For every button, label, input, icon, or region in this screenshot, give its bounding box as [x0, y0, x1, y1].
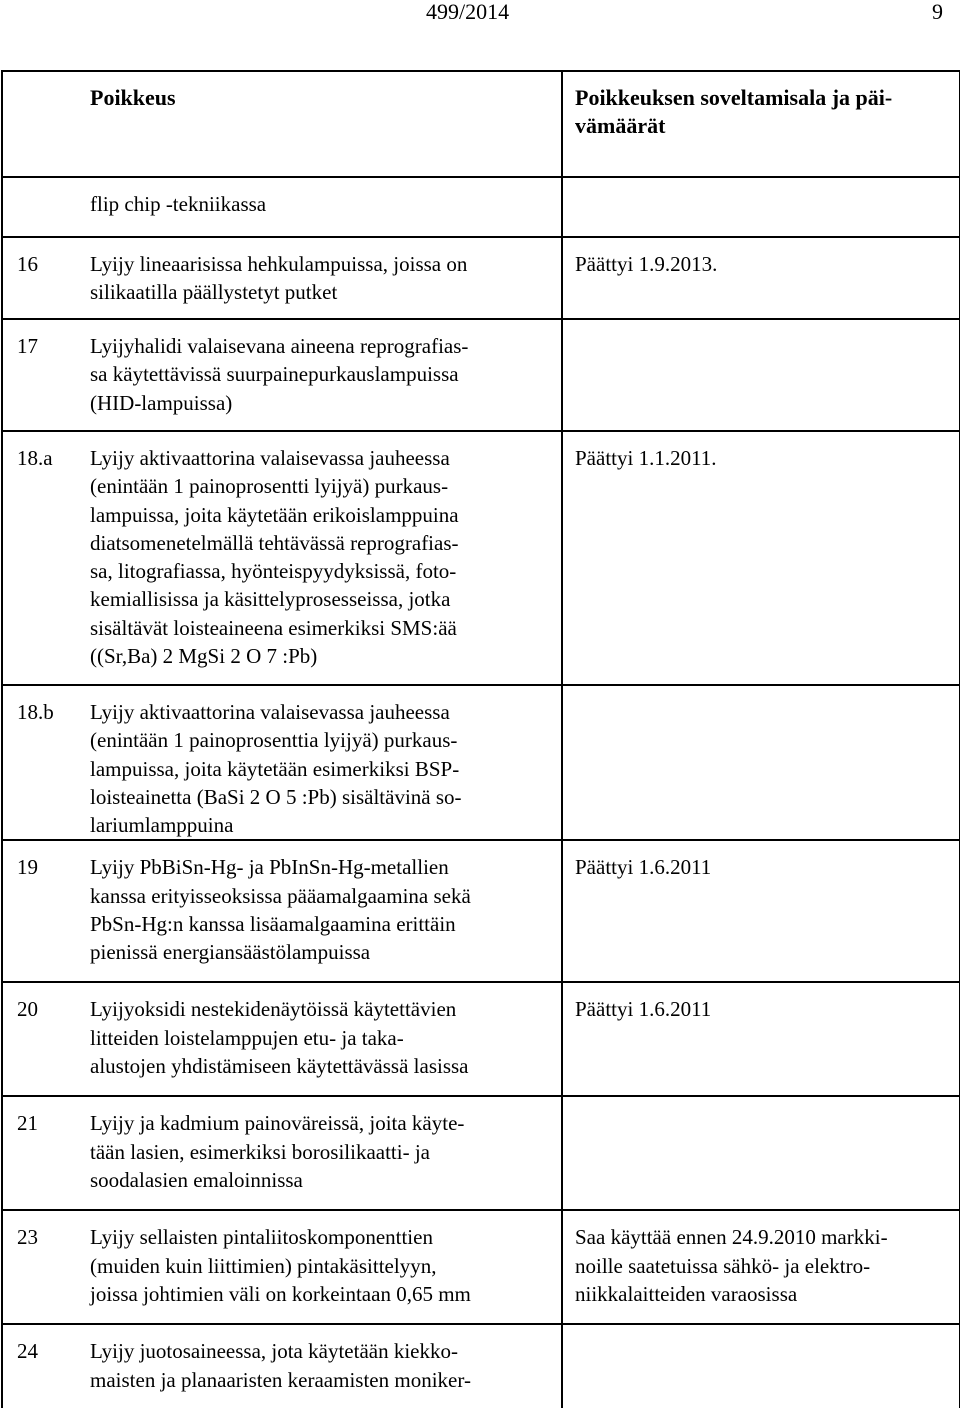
row-exemption: Lyijy aktivaattorina valaisevassa jauheessa (enintään 1 painoprosentti lyijyä) purkaus- lampuissa, joita käytetään erikoislamppuina diatsomenetelmällä tehtävässä reprografias- sa, litografiassa, hyönteispyydyksissä, foto- kemiallisissa ja käsittelyprosesseissa, jotka sisältävät loisteaineena esimerkiksi SMS:ää ((Sr,Ba) 2 MgSi 2 O 7 :Pb)	[90, 431, 562, 685]
table-row	[2, 840, 960, 982]
row-scope	[562, 1096, 960, 1210]
row-exemption: Lyijy lineaarisissa hehkulampuissa, joissa on silikaatilla päällystetyt putket	[90, 237, 562, 319]
row-exemption: Lyijy juotosaineessa, jota käytetään kiekko- maisten ja planaaristen keraamisten moniker-	[90, 1324, 562, 1408]
table-row	[2, 1096, 960, 1210]
table-header-row	[2, 71, 960, 177]
table-row	[2, 1324, 960, 1408]
row-scope	[562, 319, 960, 431]
table-row	[2, 177, 960, 237]
row-number	[2, 177, 90, 237]
header-exemption: Poikkeus	[90, 71, 562, 177]
table-row	[2, 431, 960, 685]
row-number: 24	[2, 1324, 90, 1408]
table-row	[2, 685, 960, 840]
row-number: 18.a	[2, 431, 90, 685]
row-number: 20	[2, 982, 90, 1096]
row-number: 21	[2, 1096, 90, 1210]
row-scope	[562, 685, 960, 840]
row-number: 19	[2, 840, 90, 982]
table-row	[2, 237, 960, 319]
row-scope: Päättyi 1.9.2013.	[562, 237, 960, 319]
row-number: 17	[2, 319, 90, 431]
table-row	[2, 319, 960, 431]
row-exemption: flip chip -tekniikassa	[90, 177, 562, 237]
row-scope: Päättyi 1.6.2011	[562, 982, 960, 1096]
row-number: 18.b	[2, 685, 90, 840]
row-exemption: Lyijy aktivaattorina valaisevassa jauheessa (enintään 1 painoprosenttia lyijyä) purkaus- lampuissa, joita käytetään esimerkiksi BSP- loisteainetta (BaSi 2 O 5 :Pb) sisältävinä so- lariumlamppuina	[90, 685, 562, 840]
row-scope: Päättyi 1.1.2011.	[562, 431, 960, 685]
row-exemption: Lyijyhalidi valaisevana aineena reprografias- sa käytettävissä suurpainepurkauslampuissa (HID-lampuissa)	[90, 319, 562, 431]
document-reference: 499/2014	[426, 0, 510, 24]
row-exemption: Lyijy PbBiSn-Hg- ja PbInSn-Hg-metallien kanssa erityisseoksissa pääamalgaamina sekä PbSn-Hg:n kanssa lisäamalgaamina erittäin pienissä energiansäästölampuissa	[90, 840, 562, 982]
row-exemption: Lyijy sellaisten pintaliitoskomponenttien (muiden kuin liittimien) pintakäsittelyyn, joissa johtimien väli on korkeintaan 0,65 mm	[90, 1210, 562, 1324]
table-row	[2, 1210, 960, 1324]
header-scope: Poikkeuksen soveltamisala ja päi- vämäärät	[562, 71, 960, 177]
exemption-table	[1, 70, 960, 1408]
row-scope: Saa käyttää ennen 24.9.2010 markki- noille saatetuissa sähkö- ja elektro- niikkalaitteiden varaosissa	[562, 1210, 960, 1324]
row-scope	[562, 1324, 960, 1408]
row-exemption: Lyijyoksidi nestekidenäytöissä käytettävien litteiden loistelamppujen etu- ja taka- alustojen yhdistämiseen käytettävässä lasissa	[90, 982, 562, 1096]
page-number: 9	[932, 0, 943, 24]
row-number: 16	[2, 237, 90, 319]
row-exemption: Lyijy ja kadmium painoväreissä, joita käyte- tään lasien, esimerkiksi borosilikaatti- ja soodalasien emaloinnissa	[90, 1096, 562, 1210]
row-scope: Päättyi 1.6.2011	[562, 840, 960, 982]
row-scope	[562, 177, 960, 237]
table-row	[2, 982, 960, 1096]
row-number: 23	[2, 1210, 90, 1324]
